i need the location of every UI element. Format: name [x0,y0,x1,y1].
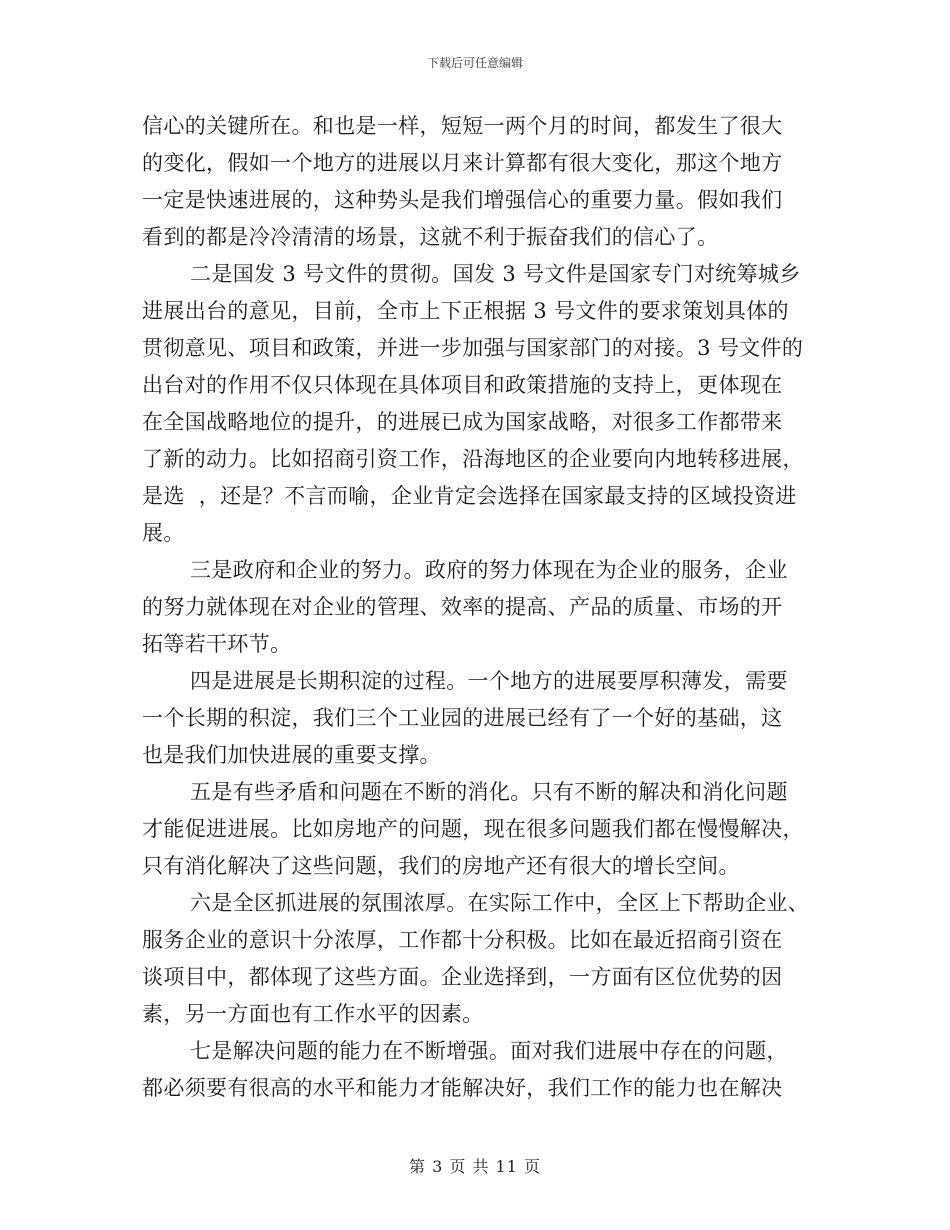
text-line: 进展出台的意见，目前，全市上下正根据 3 号文件的要求策划具体的 [142,299,789,323]
page-header: 下载后可任意编辑 [426,56,523,70]
text-line: 拓等若干环节。 [142,632,292,656]
text-line: 信心的关键所在。和也是一样，短短一两个月的时间，都发生了很大 [142,114,783,138]
text-line: 的变化，假如一个地方的进展以月来计算都有很大变化，那这个地方 [142,151,783,175]
text-line: 只有消化解决了这些问题，我们的房地产还有很大的增长空间。 [142,854,740,878]
text-line: 四是进展是长期积淀的过程。一个地方的进展要厚积薄发，需要 [190,669,788,693]
text-line: 才能促进进展。比如房地产的问题，现在很多问题我们都在慢慢解决， [142,817,804,841]
text-line: 看到的都是冷冷清清的场景，这就不利于振奋我们的信心了。 [142,225,719,249]
text-line: 谈项目中，都体现了这些方面。企业选择到，一方面有区位优势的因 [142,965,783,989]
text-line: 素，另一方面也有工作水平的因素。 [142,1002,484,1026]
text-line: 都必须要有很高的水平和能力才能解决好，我们工作的能力也在解决 [142,1076,783,1100]
page-footer: 第 3 页 共 11 页 [409,1157,541,1176]
text-line: 服务企业的意识十分浓厚，工作都十分积极。比如在最近招商引资在 [142,928,783,952]
text-line: 六是全区抓进展的氛围浓厚。在实际工作中，全区上下帮助企业、 [190,891,810,915]
text-line: 展。 [142,521,185,545]
text-line: 一定是快速进展的，这种势头是我们增强信心的重要力量。假如我们 [142,188,783,212]
text-line: 二是国发 3 号文件的贯彻。国发 3 号文件是国家专门对统筹城乡 [190,262,801,286]
text-line: 了新的动力。比如招商引资工作，沿海地区的企业要向内地转移进展， [142,447,804,471]
text-line: 七是解决问题的能力在不断增强。面对我们进展中存在的问题， [190,1039,788,1063]
document-body [142,108,810,1107]
text-line: 的努力就体现在对企业的管理、效率的提高、产品的质量、市场的开 [142,595,783,619]
text-line: 在全国战略地位的提升，的进展已成为国家战略，对很多工作都带来 [142,410,783,434]
text-line: 五是有些矛盾和问题在不断的消化。只有不断的解决和消化问题 [190,780,788,804]
text-line: 也是我们加快进展的重要支撑。 [142,743,441,767]
text-line: 出台对的作用不仅只体现在具体项目和政策措施的支持上，更体现在 [142,373,783,397]
text-line: 贯彻意见、项目和政策，并进一步加强与国家部门的对接。3 号文件的 [142,336,804,360]
text-line: 是选 ，还是？不言而喻，企业肯定会选择在国家最支持的区域投资进 [142,484,797,508]
text-line: 一个长期的积淀，我们三个工业园的进展已经有了一个好的基础，这 [142,706,783,730]
text-line: 三是政府和企业的努力。政府的努力体现在为企业的服务，企业 [190,558,788,582]
